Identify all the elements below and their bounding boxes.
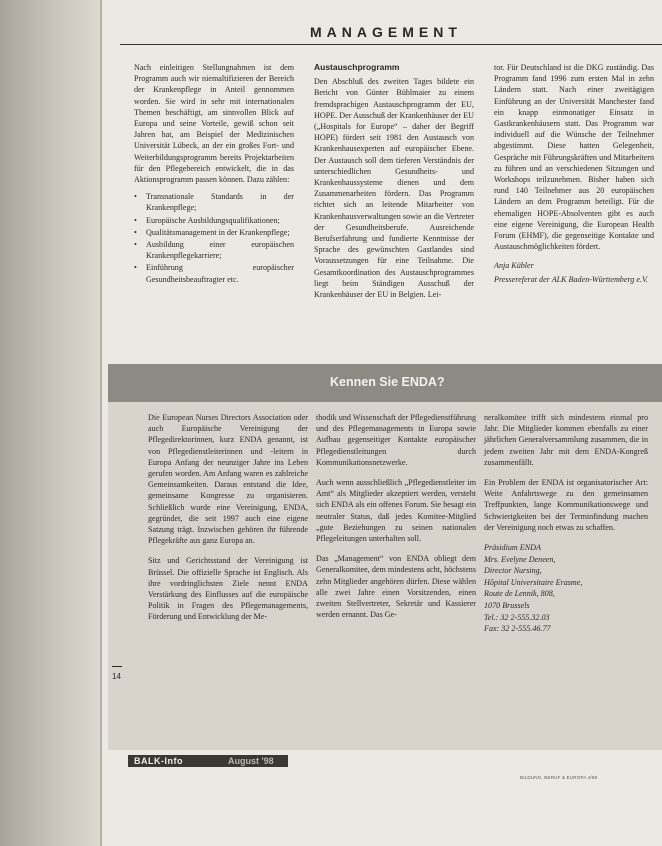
sidebar-paragraph: Die European Nurses Directors Association oder auch Europäische Vereinigung der Pflegedirektorinnen, kurz ENDA genannt, ist von Pflegedienstleiterinnen und -leitern in Europa Anfang der neunziger Jahre ins Leben gerufen worden. Am Anfang waren es zahlreiche Gemeinsamkeiten. Daraus entstand die Idee, gemeinsame Kongresse zu organisieren. Schließlich wurde eine Vereinigung, ENDA, gegründet, die seit 1997 auch eine eigene Satzung trägt. Inzwischen gehören ihr führende Pflegekräfte aus ganz Europa an.	[148, 413, 308, 546]
page-number-mark	[112, 666, 122, 667]
contact-block	[484, 542, 648, 635]
sidebar-paragraph: Auch wenn ausschließlich „Pflegedienstleiter im Amt“ als Mitglieder akzeptiert werden, versteht sich ENDA als ein offenes Forum. Sie besagt ein neutraler Status, daß jedes Komitee-Mitglied „gute Beziehungen zu seinen nationalen Pflegeleitungen unterhalten soll.	[316, 478, 476, 544]
page-number: 14	[112, 672, 121, 681]
contact-line: Präsidium ENDA	[484, 543, 541, 553]
header-divider	[120, 44, 662, 45]
topic-item: • Ausbildung einer europäischen Krankenpflegekarriere;	[134, 239, 294, 261]
article-column-2	[314, 62, 474, 302]
contact-line: Route de Lennik, 808,	[484, 589, 555, 599]
contact-line: Director Nursing,	[484, 566, 542, 576]
sidebar-paragraph: thodik und Wissenschaft der Pflegedienstführung und des Pflegemanagements in Europa sowie Aufbau gegenseitiger Kontakte europäischer Pflegedienstleitungen durch Kommunikationsnetzwerke.	[316, 413, 476, 467]
topic-item: • Europäische Ausbildungsqualifikationen;	[134, 215, 294, 226]
topic-item: • Qualitätsmanagement in der Krankenpflege;	[134, 227, 294, 238]
sidebar-paragraph: Sitz und Gerichtsstand der Vereinigung ist Brüssel. Die offizielle Sprache ist Englisch. Als ihre vordringlichsten Ziele nennt ENDA Verstärkung des Einflusses auf die europäische Politik in Fragen des Pflegemanagements, Förderung und Entwicklung der Me-	[148, 556, 308, 622]
contact-line: Mrs. Evelyne Deneen,	[484, 554, 556, 564]
sidebar-paragraph: Das „Management“ von ENDA obliegt dem Generalkomitee, dem mindestens acht, höchstens zehn Mitglieder angehören dürfen. Diese wählen alle zwei Jahre einen Vorsitzenden, einen zweiten Stellvertreter, Sekretär und Kassierer werden ernannt. Das Ge-	[316, 554, 476, 620]
page-edge	[100, 0, 102, 846]
sidebar-title: Kennen Sie ENDA?	[330, 375, 445, 389]
sidebar-column-1	[148, 412, 308, 632]
section-title: MANAGEMENT	[310, 24, 462, 40]
sidebar-paragraph: neralkomitee trifft sich mindestens einmal pro Jahr. Die Mitglieder kommen ebenfalls zu einer jährlichen Generalversammlung zusammen, die in jedem zweiten Jahr mit dem ENDA-Kongreß zusammenfällt.	[484, 413, 648, 467]
contact-line: Tel.: 32 2-555.32.03	[484, 612, 550, 622]
contact-line: Fax: 32 2-555.46.77	[484, 624, 551, 634]
author-organization: Pressereferat der ALK Baden-Württemberg e.V.	[494, 274, 648, 284]
publication-name: BALK-Info	[134, 756, 183, 766]
author-name: Anja Kübler	[494, 261, 534, 271]
topic-list	[134, 191, 294, 285]
sidebar-column-3	[484, 412, 648, 635]
topic-item: • Einführung europäischer Gesundheitsbeauftragter etc.	[134, 262, 294, 284]
contact-line: 1070 Brussels	[484, 601, 530, 610]
sidebar-paragraph: Ein Problem der ENDA ist organisatorischer Art: Weite Anfahrtswege zu den gemeinsamen Treffpunkten, lange Kommunikationswege und Schwierigkeiten bei der Terminfindung machen der Vereinigung noch etwas zu schaffen.	[484, 478, 648, 532]
article-column-3	[494, 62, 654, 285]
sidebar-column-2	[316, 412, 476, 629]
section-heading: Austauschprogramm	[314, 62, 400, 72]
intro-paragraph: Nach einleitigen Stellungnahmen ist dem Programm auch wir niemaltifizieren der Bereich der Krankenpflege in Anteil gennommen worden. Sie wird in sehr mit internationalen Themen beschäftigt, am sinnvollen Blick auf Europa und seine Vorteile, gewiß schon seit Jahren hat, am Beispiel der Medizinischen Universität Lübeck, an der ein großes Fort- und Weiterbildungsprogramm bereits Projektarbeiten für den Pflegebereich entwickelt, die in das Aktionsprogramm passen können. Dazu zählen:	[134, 63, 294, 185]
body-paragraph: Den Abschluß des zweiten Tages bildete ein Bericht von Günter Bühlmaier zu einem fremdsprachigen Austauschprogramm der EU, HOPE. Der Ausschuß der Krankenhäuser der EU („Hospitals for Europe“ – daher der Begriff HOPE) fördert seit 1981 den Austausch von Krankenhausexperten auf europäischer Ebene. Der Austausch soll dem tieferen Verständnis der unterschiedlichen Gesundheits- und Krankenhaussysteme dienen und dem Zusammenarbeiten fördern. Das Programm richtet sich an leitende Mitarbeiter von Krankenhausverwaltungen sowie an die Vertreter der Gesundheitsberufe. Ausreichende Berufserfahrung und fundierte Kenntnisse der Sprache des gewünschten Gastlandes sind Voraussetzungen für eine Teilnahme. Die Gesamtkoordination des Austauschprogrammes liegt beim Ständigen Ausschuß der Krankenhäuser der EU in Belgien. Lei-	[314, 77, 474, 300]
contact-line: Hôpital Universitaire Erasme,	[484, 577, 583, 587]
issue-date: August '98	[228, 756, 274, 766]
topic-item: • Transnationale Standards in der Krankenpflege;	[134, 191, 294, 213]
article-column-1	[134, 62, 294, 286]
body-paragraph: tor. Für Deutschland ist die DKG zuständig. Das Programm fand 1996 zum ersten Mal in zehn Ländern statt. Nach einer zweitägigen Einführung an der Universität Manchester fand ein knapp einmonatiger Einsatz in Gastkrankenhäusern statt. Das Programm war individuell auf die Wünsche der Teilnehmer abgestimmt. Diese hatten Gelegenheit, Gespräche mit Führungskräften und Mitarbeitern zu führen und an verschiedenen Sitzungen und Workshops teilzunehmen. Bisher haben sich rund 140 Teilnehmer aus 20 europäischen Ländern an dem Programm beteiligt. Für die ehemaligen HOPE-Absolventen gibt es auch eine eigene Vereinigung, die European Health Forum (EHMF), die gegenseitige Kontakte und Austauschmöglichkeiten fördert.	[494, 63, 654, 252]
footer-section-label: BILDUNG, BERUF & EUROPA 4/98	[520, 775, 598, 780]
binding-gutter	[0, 0, 100, 846]
